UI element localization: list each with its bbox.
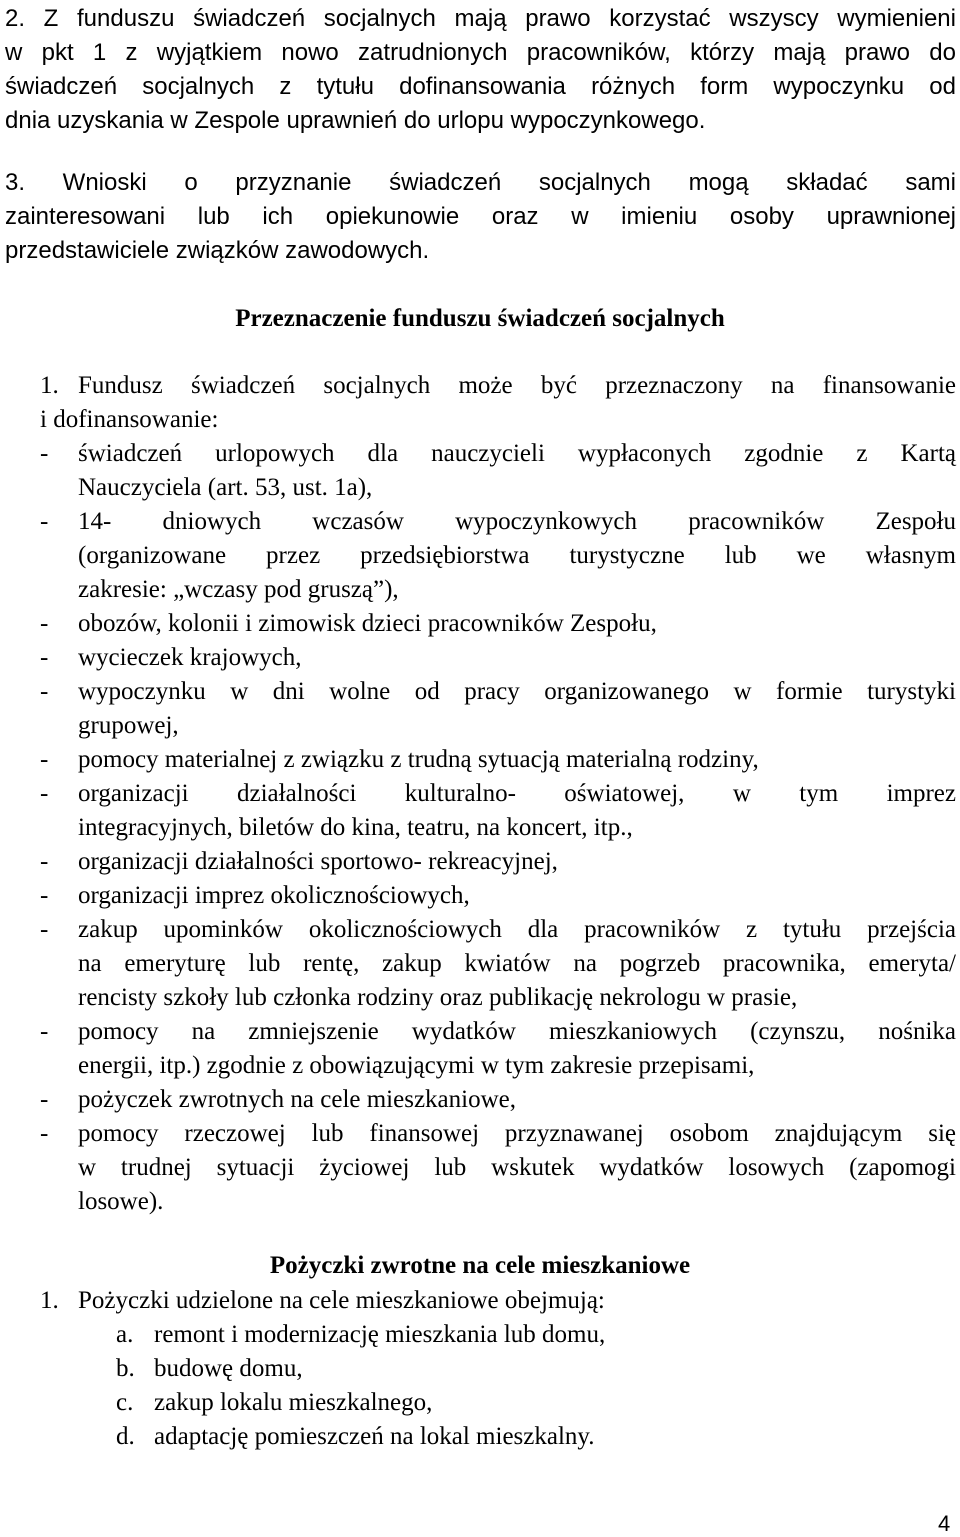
list-dash: - [40, 610, 49, 637]
section-heading: Pożyczki zwrotne na cele mieszkaniowe [269, 1252, 691, 1279]
list-dash: - [40, 644, 49, 671]
list-dash: - [40, 1120, 49, 1147]
item-number: 1. [40, 1287, 59, 1314]
list-item-line: świadczeń urlopowych dla nauczycieli wypłaconych zgodnie z Kartą [78, 440, 956, 467]
list-item-line: pomocy rzeczowej lub finansowej przyznawanej osobom znajdującym się [78, 1120, 956, 1147]
item-number: 1. [40, 372, 59, 399]
list-dash: - [40, 848, 49, 875]
paragraph-line: Fundusz świadczeń socjalnych może być przeznaczony na finansowanie [78, 372, 956, 399]
list-item-line: adaptację pomieszczeń na lokal mieszkalny. [154, 1423, 595, 1450]
list-dash: - [40, 678, 49, 705]
list-item-line: energii, itp.) zgodnie z obowiązującymi w tym zakresie przepisami, [78, 1052, 755, 1079]
paragraph-line: 3. Wnioski o przyznanie świadczeń socjalnych mogą składać sami [5, 169, 956, 196]
list-item-line: budowę domu, [154, 1355, 303, 1382]
list-letter: c. [116, 1389, 134, 1416]
list-item-line: organizacji działalności kulturalno- oświatowej, w tym imprez [78, 780, 956, 807]
list-item-line: Nauczyciela (art. 53, ust. 1a), [78, 474, 373, 501]
list-letter: a. [116, 1321, 134, 1348]
page-number: 4 [938, 1511, 951, 1536]
paragraph-line: Pożyczki udzielone na cele mieszkaniowe obejmują: [78, 1287, 605, 1314]
list-item-line: organizacji działalności sportowo- rekreacyjnej, [78, 848, 558, 875]
list-dash: - [40, 1018, 49, 1045]
list-item-line: grupowej, [78, 712, 179, 739]
paragraph-line: i dofinansowanie: [40, 406, 219, 433]
list-item-line: obozów, kolonii i zimowisk dzieci pracowników Zespołu, [78, 610, 657, 637]
paragraph-line: zainteresowani lub ich opiekunowie oraz w imieniu osoby uprawnionej [5, 203, 956, 230]
list-item-line: pożyczek zwrotnych na cele mieszkaniowe, [78, 1086, 516, 1113]
list-item-line: w trudnej sytuacji życiowej lub wskutek wydatków losowych (zapomogi [78, 1154, 956, 1181]
section-heading: Przeznaczenie funduszu świadczeń socjalnych [235, 305, 725, 332]
list-item-line: 14- dniowych wczasów wypoczynkowych pracowników Zespołu [78, 508, 956, 535]
list-dash: - [40, 780, 49, 807]
list-dash: - [40, 882, 49, 909]
list-dash: - [40, 1086, 49, 1113]
list-dash: - [40, 508, 49, 535]
list-item-line: wypoczynku w dni wolne od pracy organizowanego w formie turystyki [78, 678, 956, 705]
list-item-line: remont i modernizację mieszkania lub domu, [154, 1321, 606, 1348]
paragraph-line: dnia uzyskania w Zespole uprawnień do urlopu wypoczynkowego. [5, 107, 706, 134]
list-item-line: zakup upominków okolicznościowych dla pracowników z tytułu przejścia [78, 916, 956, 943]
paragraph-line: 2. Z funduszu świadczeń socjalnych mają prawo korzystać wszyscy wymienieni [5, 5, 956, 32]
list-item-line: rencisty szkoły lub członka rodziny oraz publikację nekrologu w prasie, [78, 984, 798, 1011]
list-dash: - [40, 916, 49, 943]
list-item-line: organizacji imprez okolicznościowych, [78, 882, 470, 909]
list-dash: - [40, 746, 49, 773]
list-item-line: zakresie: „wczasy pod gruszą”), [78, 576, 399, 603]
list-letter: b. [116, 1355, 135, 1382]
list-item-line: na emeryturę lub rentę, zakup kwiatów na pogrzeb pracownika, emeryta/ [78, 950, 956, 977]
list-dash: - [40, 440, 49, 467]
list-letter: d. [116, 1423, 135, 1450]
list-item-line: integracyjnych, biletów do kina, teatru, na koncert, itp., [78, 814, 633, 841]
list-item-line: pomocy na zmniejszenie wydatków mieszkaniowych (czynszu, nośnika [78, 1018, 956, 1045]
paragraph-line: przedstawiciele związków zawodowych. [5, 237, 430, 264]
list-item-line: losowe). [78, 1188, 164, 1215]
list-item-line: zakup lokalu mieszkalnego, [154, 1389, 433, 1416]
paragraph-line: w pkt 1 z wyjątkiem nowo zatrudnionych pracowników, którzy mają prawo do [5, 39, 956, 66]
paragraph-line: świadczeń socjalnych z tytułu dofinansowania różnych form wypoczynku od [5, 73, 956, 100]
list-item-line: wycieczek krajowych, [78, 644, 302, 671]
list-item-line: pomocy materialnej z związku z trudną sytuacją materialną rodziny, [78, 746, 759, 773]
list-item-line: (organizowane przez przedsiębiorstwa turystyczne lub we własnym [78, 542, 956, 569]
